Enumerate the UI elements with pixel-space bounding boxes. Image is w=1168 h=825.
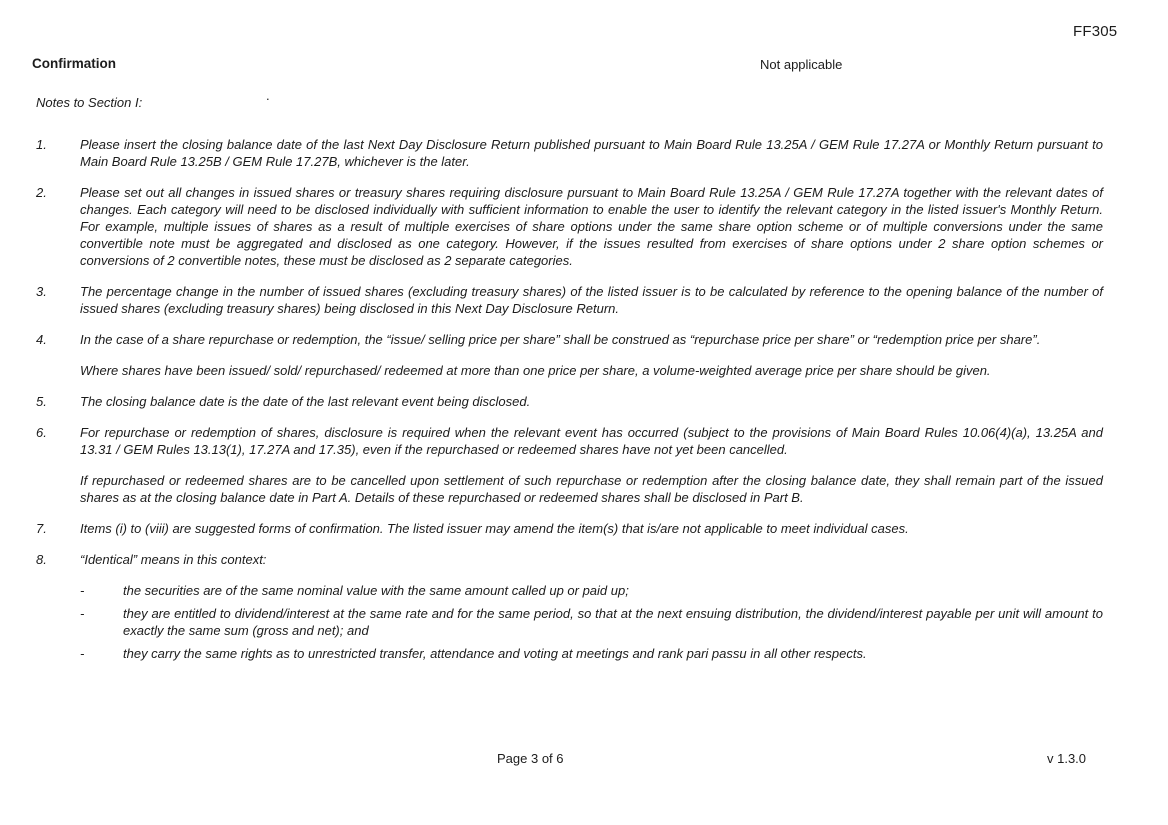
note-number: 8. bbox=[36, 552, 47, 567]
note-paragraph: Please insert the closing balance date of the last Next Day Disclosure Return published pursuant to Main Board Rule 13.25A / GEM Rule 17.27A or Monthly Return pursuant to Main Board Rule 13.25B / GEM Rule 17.27B, whichever is the later. bbox=[80, 137, 1103, 169]
note-paragraph: For repurchase or redemption of shares, disclosure is required when the relevant event has occurred (subject to the provisions of Main Board Rules 10.06(4)(a), 13.25A and 13.31 / GEM Rules 13.13(1), 17.27A and 17.35), even if the repurchased or redeemed shares have not yet been cancelled. bbox=[80, 425, 1103, 457]
note-item-5 bbox=[36, 393, 1103, 424]
page-number: Page 3 of 6 bbox=[497, 751, 564, 766]
note-item-1 bbox=[36, 136, 1103, 184]
notes-section-title: Notes to Section I: bbox=[36, 95, 143, 110]
note-item-6 bbox=[36, 424, 1103, 520]
form-code: FF305 bbox=[1073, 23, 1118, 40]
note-paragraph: “Identical” means in this context: bbox=[80, 552, 267, 567]
bullet-dash: - bbox=[80, 583, 85, 598]
note-item-2 bbox=[36, 184, 1103, 283]
stray-dot: . bbox=[266, 88, 270, 103]
note-number: 7. bbox=[36, 521, 47, 536]
note-item-8 bbox=[36, 551, 1103, 668]
confirmation-heading: Confirmation bbox=[32, 56, 116, 71]
note-bullet-2 bbox=[80, 605, 1103, 639]
note-number: 6. bbox=[36, 425, 47, 440]
bullet-dash: - bbox=[80, 646, 85, 661]
bullet-text: they carry the same rights as to unrestricted transfer, attendance and voting at meetings and rank pari passu in all other respects. bbox=[123, 646, 867, 661]
note-number: 5. bbox=[36, 394, 47, 409]
note-item-3 bbox=[36, 283, 1103, 331]
note-number: 1. bbox=[36, 137, 47, 152]
note-bullet-1 bbox=[80, 582, 1103, 599]
note-bullet-3 bbox=[80, 645, 1103, 662]
note-paragraph: Please set out all changes in issued shares or treasury shares requiring disclosure pursuant to Main Board Rule 13.25A / GEM Rule 17.27A together with the relevant dates of changes. Each category will need to be disclosed individually with sufficient information to enable the user to identify the relevant category in the listed issuer's Monthly Return. For example, multiple issues of shares as a result of multiple exercises of share options under the same share option scheme or of multiple conversions under the same convertible note must be aggregated and disclosed as one category. However, if the issues resulted from exercises of share options under 2 share option schemes or conversions of 2 convertible notes, these must be disclosed as 2 separate categories. bbox=[80, 185, 1103, 268]
version-label: v 1.3.0 bbox=[1047, 751, 1087, 766]
note-item-4 bbox=[36, 331, 1103, 393]
note-paragraph: Items (i) to (viii) are suggested forms of confirmation. The listed issuer may amend the item(s) that is/are not applicable to meet individual cases. bbox=[80, 521, 909, 536]
note-paragraph: The closing balance date is the date of the last relevant event being disclosed. bbox=[80, 394, 531, 409]
note-number: 2. bbox=[36, 185, 47, 200]
note-paragraph: In the case of a share repurchase or redemption, the “issue/ selling price per share” shall be construed as “repurchase price per share” or “redemption price per share”. bbox=[80, 332, 1041, 347]
bullet-text: the securities are of the same nominal value with the same amount called up or paid up; bbox=[123, 583, 629, 598]
notes-list bbox=[36, 136, 1103, 668]
note-paragraph: If repurchased or redeemed shares are to be cancelled upon settlement of such repurchase or redemption after the closing balance date, they shall remain part of the issued shares as at the closing balance date in Part A. Details of these repurchased or redeemed shares shall be disclosed in Part B. bbox=[80, 473, 1103, 505]
note-item-7 bbox=[36, 520, 1103, 551]
confirmation-value: Not applicable bbox=[760, 57, 843, 72]
note-paragraph: Where shares have been issued/ sold/ repurchased/ redeemed at more than one price per share, a volume-weighted average price per share should be given. bbox=[80, 363, 991, 378]
bullet-dash: - bbox=[80, 606, 85, 621]
note-paragraph: The percentage change in the number of issued shares (excluding treasury shares) of the listed issuer is to be calculated by reference to the opening balance of the number of issued shares (excluding treasury shares) being disclosed in this Next Day Disclosure Return. bbox=[80, 284, 1103, 316]
note-number: 3. bbox=[36, 284, 47, 299]
note-number: 4. bbox=[36, 332, 47, 347]
bullet-text: they are entitled to dividend/interest at the same rate and for the same period, so that at the next ensuing distribution, the dividend/interest payable per unit will amount to exactly the same sum (gross and net); and bbox=[123, 606, 1103, 638]
